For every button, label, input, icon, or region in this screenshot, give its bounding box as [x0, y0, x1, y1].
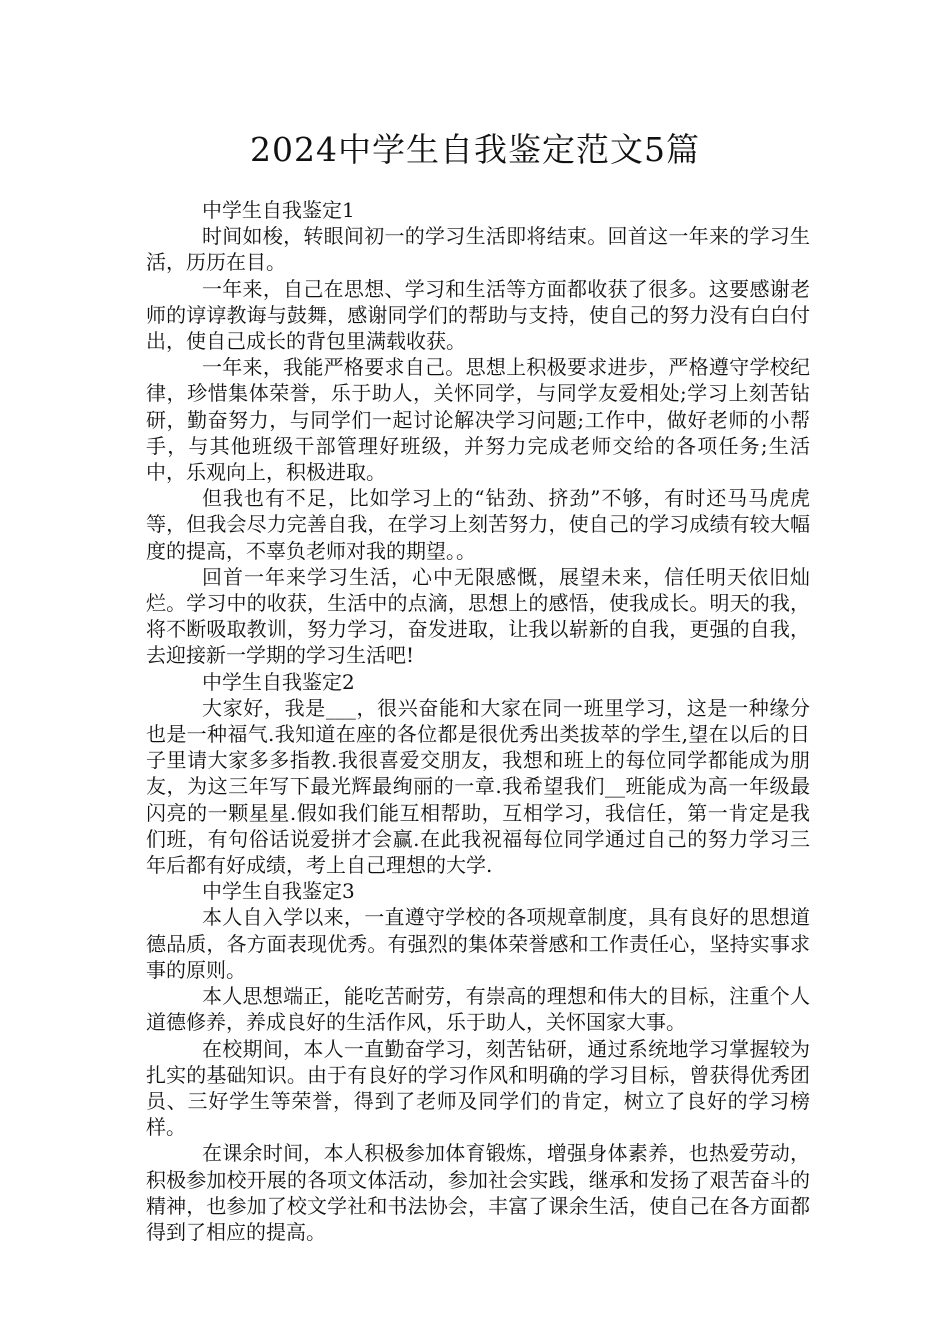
- paragraph: 回首一年来学习生活，心中无限感慨，展望未来，信任明天依旧灿烂。学习中的收获，生活中的点滴，思想上的感悟，使我成长。明天的我，将不断吸取教训，努力学习，奋发进取，让我以崭新的自我，更强的自我，去迎接新一学期的学习生活吧!: [146, 564, 810, 668]
- paragraph: 但我也有不足，比如学习上的“钻劲、挤劲”不够，有时还马马虎虎等，但我会尽力完善自我，在学习上刻苦努力，使自己的学习成绩有较大幅度的提高，不辜负老师对我的期望。。: [146, 486, 810, 563]
- paragraph: 一年来，我能严格要求自己。思想上积极要求进步，严格遵守学校纪律，珍惜集体荣誉，乐于助人，关怀同学，与同学友爱相处;学习上刻苦钻研，勤奋努力，与同学们一起讨论解决学习问题;工作中，做好老师的小帮手，与其他班级干部管理好班级，并努力完成老师交给的各项任务;生活中，乐观向上，积极进取。: [146, 355, 810, 485]
- paragraph: 本人自入学以来，一直遵守学校的各项规章制度，具有良好的思想道 德品质，各方面表现优秀。有强烈的集体荣誉感和工作责任心，坚持实事求事的原则。: [146, 905, 810, 982]
- section-heading: 中学生自我鉴定1: [202, 198, 355, 222]
- paragraph: 在校期间，本人一直勤奋学习，刻苦钻研，通过系统地学习掌握较为扎实的基础知识。由于有良好的学习作风和明确的学习目标，曾获得优秀团员、三好学生等荣誉，得到了老师及同学们的肯定，树立了良好的学习榜样。: [146, 1036, 810, 1140]
- paragraph: 本人思想端正，能吃苦耐劳，有崇高的理想和伟大的目标，注重个人道德修养，养成良好的生活作风，乐于助人，关怀国家大事。: [146, 984, 810, 1035]
- section-heading: 中学生自我鉴定3: [202, 879, 355, 904]
- document-title: 2024中学生自我鉴定范文5篇: [250, 130, 700, 169]
- paragraph: 一年来，自己在思想、学习和生活等方面都收获了很多。这要感谢老师的谆谆教诲与鼓舞，感谢同学们的帮助与支持，使自己的努力没有白白付出，使自己成长的背包里满载收获。: [146, 276, 810, 354]
- paragraph: 时间如梭，转眼间初一的学习生活即将结束。回首这一年来的学习生活，历历在目。: [146, 224, 810, 275]
- document-body: [146, 197, 810, 1245]
- paragraph: 大家好，我是___，很兴奋能和大家在同一班里学习，这是一种缘分也是一种福气.我知道在座的各位都是很优秀出类拔萃的学生,望在以后的日子里请大家多多指教.我很喜爱交朋友，我想和班上的每位同学都能成为朋友，为这三年写下最光辉最绚丽的一章.我希望我们__班能成为高一年级最闪亮的一颗星星.假如我们能互相帮助，互相学习，我信任，第一肯定是我们班，有句俗话说爱拼才会赢.在此我祝福每位同学通过自己的努力学习三年后都有好成绩，考上自己理想的大学.: [146, 695, 810, 878]
- section-heading: 中学生自我鉴定2: [202, 669, 355, 694]
- paragraph: 在课余时间，本人积极参加体育锻炼，增强身体素养，也热爱劳动，积极参加校开展的各项文体活动，参加社会实践，继承和发扬了艰苦奋斗的精神，也参加了校文学社和书法协会，丰富了课余生活，使自己在各方面都得到了相应的提高。: [146, 1141, 810, 1244]
